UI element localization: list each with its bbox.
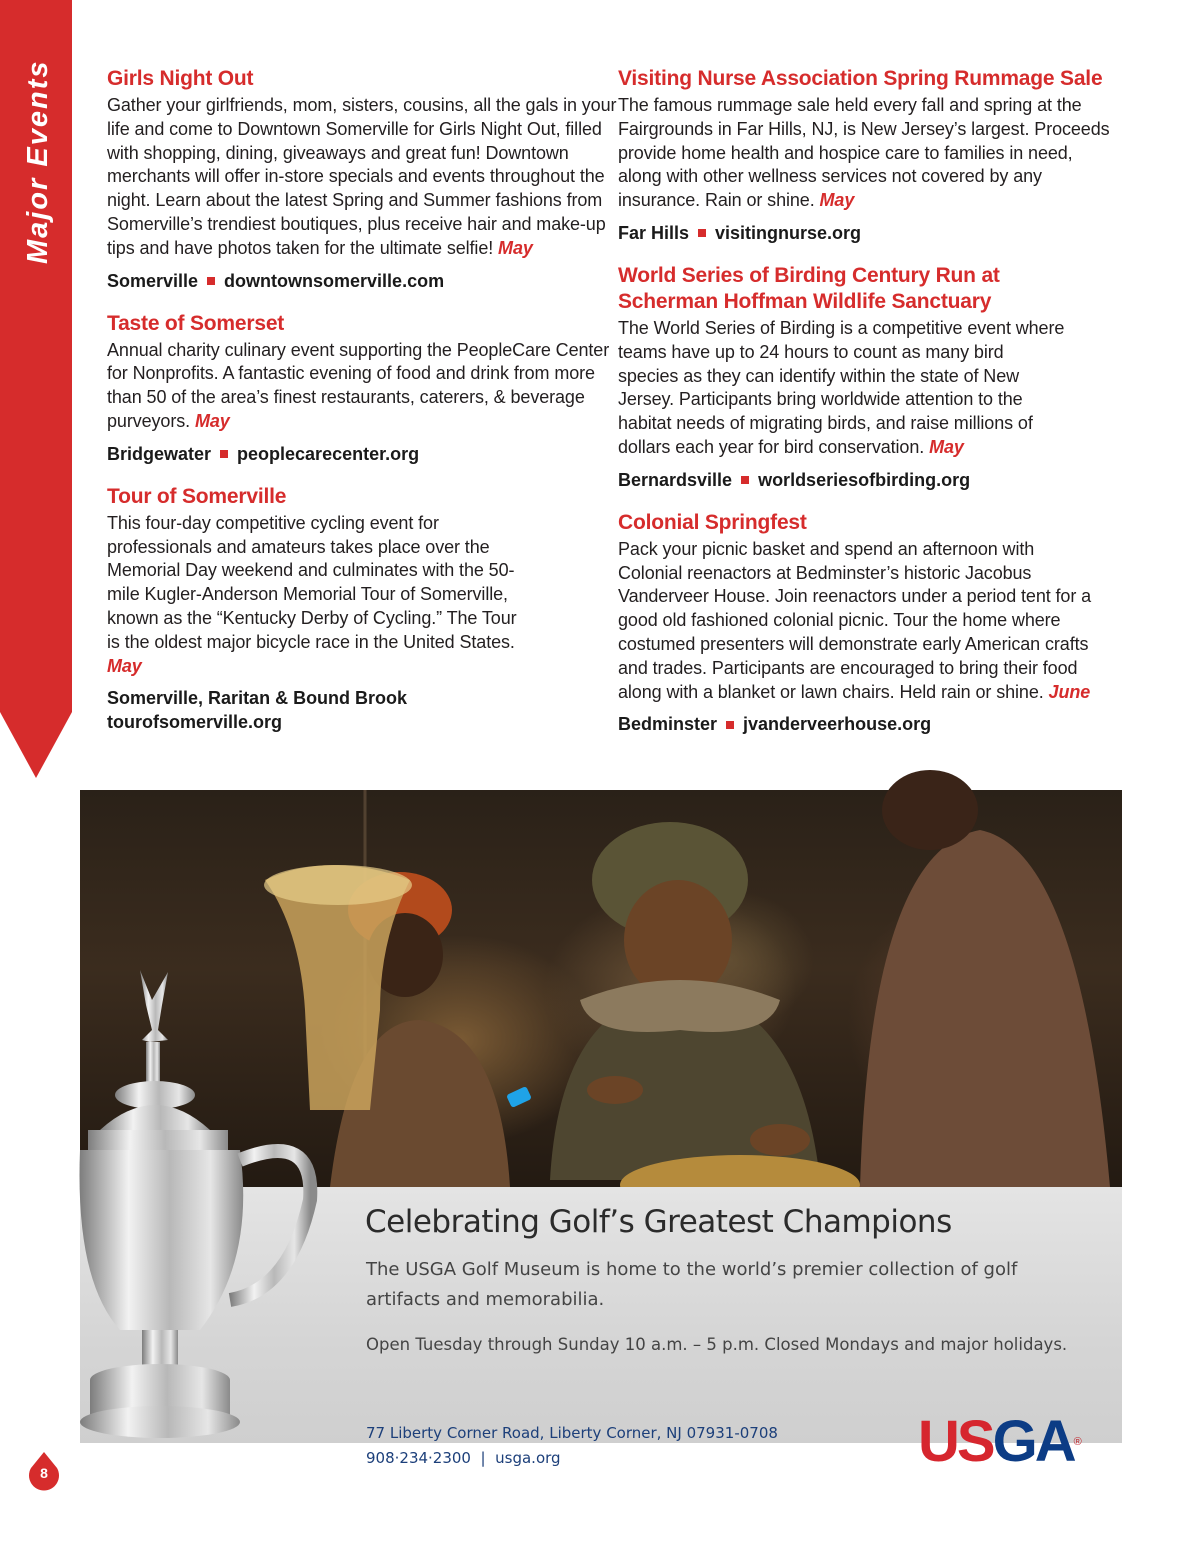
ad-hours: Open Tuesday through Sunday 10 a.m. – 5 p.m. Closed Mondays and major holidays.: [366, 1335, 1068, 1354]
event-location: Somerville: [107, 270, 199, 291]
events-column-left: [107, 66, 617, 752]
event-title: Tour of Somerville: [107, 484, 287, 508]
event-title: Colonial Springfest: [618, 510, 807, 534]
bullet-icon: [698, 229, 706, 237]
event-world-series-of-birding: [618, 263, 1118, 492]
event-location: Bernardsville: [618, 469, 733, 490]
event-description-text: Gather your girlfriends, mom, sisters, cousins, all the gals in your life and come to Downtown Somerville for Girls Night Out, filled with shopping, dining, giveaways and great fun! Downtown merchants will offer in-store specials and events throughout the night. Learn about the latest Spring and Summer fashions from Somerville’s trendiest boutiques, plus receive hair and make-up tips and have photos taken for the ultimate selfie!: [107, 95, 617, 258]
event-month: May: [194, 410, 230, 431]
event-meta: [107, 269, 617, 293]
event-description-text: Pack your picnic basket and spend an afternoon with Colonial reenactors at Bedminster’s historic Jacobus Vanderveer House. Join reenactors under a period tent for a good old fashioned colonial picnic. Tour the home where costumed presenters will demonstrate early American crafts and trades. Participants are encouraged to bring their food along with a blanket or lawn chairs. Held rain or shine.: [618, 538, 1092, 702]
event-location: Somerville, Raritan & Bound Brook: [107, 688, 408, 709]
event-meta: [107, 442, 617, 466]
event-description-text: The famous rummage sale held every fall and spring at the Fairgrounds in Far Hills, NJ, is New Jersey’s largest. Proceeds provide home health and hospice care to families in need, along with other wellness services not covered by any insurance. Rain or shine.: [618, 95, 1110, 211]
event-month: May: [498, 237, 533, 258]
bullet-icon: [220, 450, 228, 458]
usga-logo-us: US: [918, 1409, 993, 1474]
ad-headline: Celebrating Golf’s Greatest Champions: [365, 1204, 952, 1240]
event-title: World Series of Birding Century Run at Scherman Hoffman Wildlife Sanctuary: [618, 263, 1000, 313]
event-month: June: [1048, 681, 1091, 702]
event-month: May: [107, 655, 142, 676]
event-description: [107, 512, 517, 679]
usga-logo-ga: GA: [992, 1409, 1074, 1474]
event-description-text: Annual charity culinary event supporting the PeopleCare Center for Nonprofits. A fantastic evening of food and drink from more than 50 of the area’s finest restaurants, caterers, & beverage purveyors.: [107, 339, 610, 431]
ad-website[interactable]: usga.org: [495, 1449, 561, 1467]
ad-address: 77 Liberty Corner Road, Liberty Corner, NJ 07931-0708: [366, 1424, 778, 1442]
event-description: [618, 538, 1103, 705]
ad-separator: |: [480, 1449, 486, 1467]
event-website[interactable]: worldseriesofbirding.org: [758, 469, 971, 490]
ad-phone: 908·234·2300: [366, 1449, 471, 1467]
event-website[interactable]: jvanderveerhouse.org: [743, 714, 932, 735]
ad-body: The USGA Golf Museum is home to the world’s premier collection of golf artifacts and memorabilia.: [366, 1259, 1018, 1310]
event-location: Far Hills: [618, 222, 690, 243]
bullet-icon: [207, 277, 215, 285]
section-label: Major Events: [22, 60, 54, 265]
events-column-right: [618, 66, 1118, 754]
event-description: [618, 94, 1118, 213]
event-location: Bridgewater: [107, 443, 212, 464]
event-meta: [618, 468, 1118, 492]
event-colonial-springfest: [618, 510, 1118, 737]
trophy-image: [80, 960, 340, 1443]
event-meta: [107, 686, 617, 734]
usga-museum-ad: [80, 790, 1122, 1474]
bullet-icon: [741, 476, 749, 484]
event-title: Girls Night Out: [107, 67, 254, 90]
event-month: May: [929, 436, 964, 457]
ad-contact: [366, 1449, 561, 1467]
event-website[interactable]: downtownsomerville.com: [224, 270, 445, 291]
event-meta: [618, 712, 1118, 736]
event-website[interactable]: tourofsomerville.org: [107, 712, 283, 733]
event-meta: [618, 221, 1118, 245]
event-tour-of-somerville: [107, 484, 617, 735]
event-month: May: [819, 190, 855, 211]
page-number: 8: [40, 1465, 48, 1481]
event-description: [107, 339, 617, 434]
registered-mark: ®: [1073, 1436, 1082, 1448]
bullet-icon: [726, 721, 734, 729]
usga-logo: [918, 1409, 1082, 1474]
event-website[interactable]: peoplecarecenter.org: [237, 443, 420, 464]
event-website[interactable]: visitingnurse.org: [715, 222, 862, 243]
event-taste-of-somerset: [107, 311, 617, 466]
event-location: Bedminster: [618, 714, 718, 735]
event-description: [618, 317, 1068, 460]
event-description-text: The World Series of Birding is a competitive event where teams have up to 24 hours to count as many bird species as they can identify within the state of New Jersey. Participants bring worldwide attention to the habitat needs of migrating birds, and raise millions of dollars each year for bird conservation.: [618, 317, 1065, 457]
event-vna-rummage-sale: [618, 66, 1118, 245]
event-description: [107, 94, 617, 261]
event-title: Visiting Nurse Association Spring Rummage Sale: [618, 67, 1103, 90]
event-girls-night-out: [107, 66, 617, 293]
event-description-text: This four-day competitive cycling event for professionals and amateurs takes place over the Memorial Day weekend and culminates with the 50-mile Kugler-Anderson Memorial Tour of Somerville, known as the “Kentucky Derby of Cycling.” The Tour is the oldest major bicycle race in the United States.: [107, 512, 517, 652]
event-title: Taste of Somerset: [107, 311, 285, 335]
